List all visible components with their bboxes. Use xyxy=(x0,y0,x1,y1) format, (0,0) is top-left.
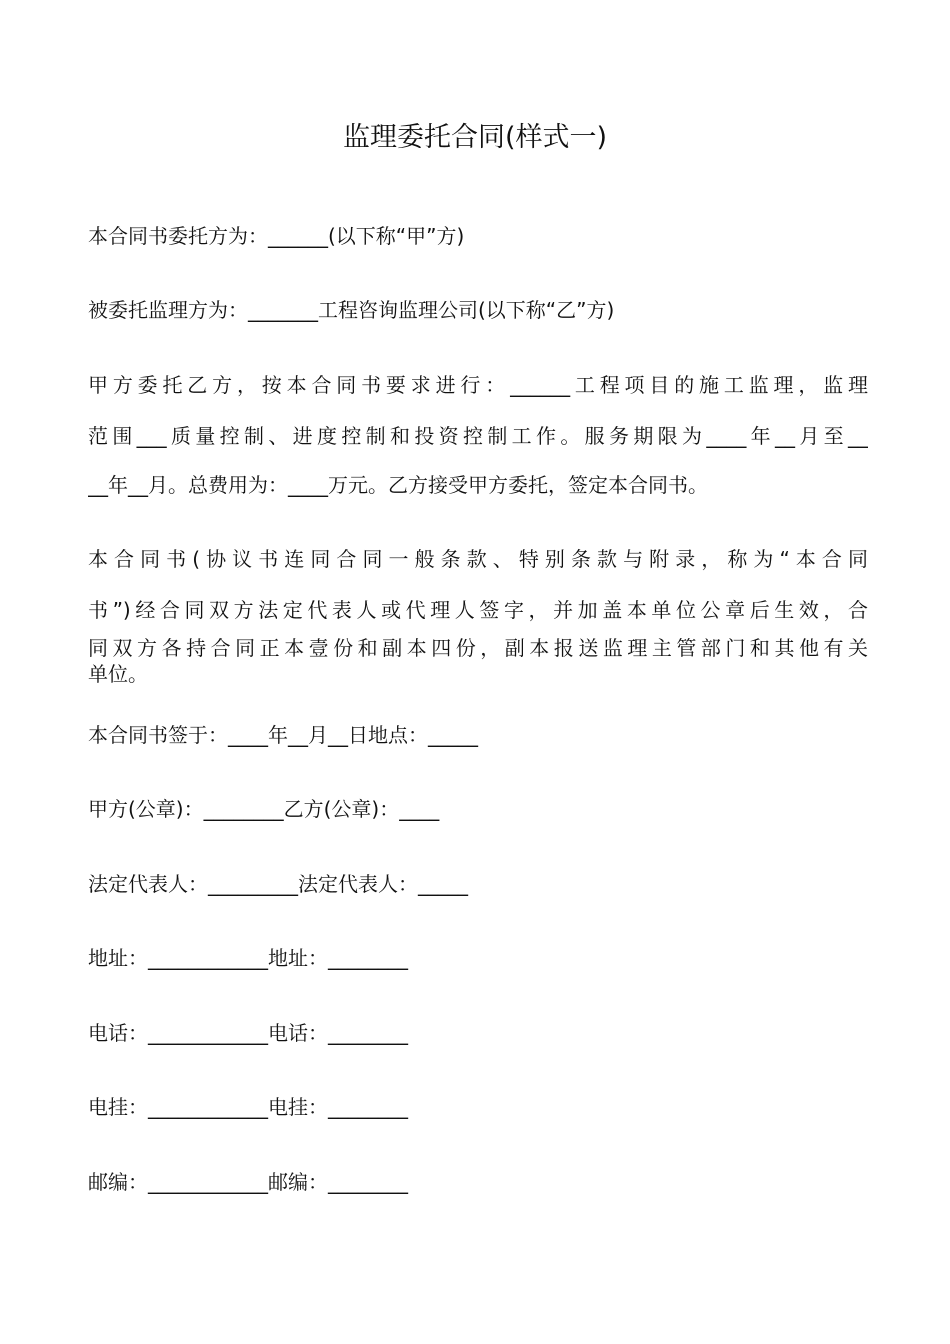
address-line: 地址：____________地址：________ xyxy=(88,946,408,970)
principal-party-line: 本合同书委托方为：______(以下称“甲”方) xyxy=(88,224,465,248)
validity-paragraph-line-4: 单位。 xyxy=(88,662,148,686)
scope-paragraph-line-2: 范围___质量控制、进度控制和投资控制工作。服务期限为____年__月至__ xyxy=(88,424,868,448)
legal-rep-line: 法定代表人：_________法定代表人：_____ xyxy=(88,872,468,896)
phone-line: 电话：____________电话：________ xyxy=(88,1021,408,1045)
validity-paragraph-line-1: 本合同书(协议书连同合同一般条款、特别条款与附录，称为“本合同 xyxy=(88,547,868,571)
telegraph-line: 电挂：____________电挂：________ xyxy=(88,1095,408,1119)
seal-line: 甲方(公章)：________乙方(公章)：____ xyxy=(88,797,440,821)
document-title: 监理委托合同(样式一) xyxy=(342,122,608,153)
validity-paragraph-line-2: 书”)经合同双方法定代表人或代理人签字，并加盖本单位公章后生效，合 xyxy=(88,598,868,622)
validity-paragraph-line-3: 同双方各持合同正本壹份和副本四份，副本报送监理主管部门和其他有关 xyxy=(88,636,868,660)
scope-paragraph-line-1: 甲方委托乙方，按本合同书要求进行：______工程项目的施工监理，监理 xyxy=(88,373,868,397)
signing-date-line: 本合同书签于：____年__月__日地点：_____ xyxy=(88,723,478,747)
scope-paragraph-line-3: __年__月。总费用为：____万元。乙方接受甲方委托，签定本合同书。 xyxy=(88,473,708,497)
postcode-line: 邮编：____________邮编：________ xyxy=(88,1170,408,1194)
supervisor-party-line: 被委托监理方为：_______工程咨询监理公司(以下称“乙”方) xyxy=(88,298,615,322)
